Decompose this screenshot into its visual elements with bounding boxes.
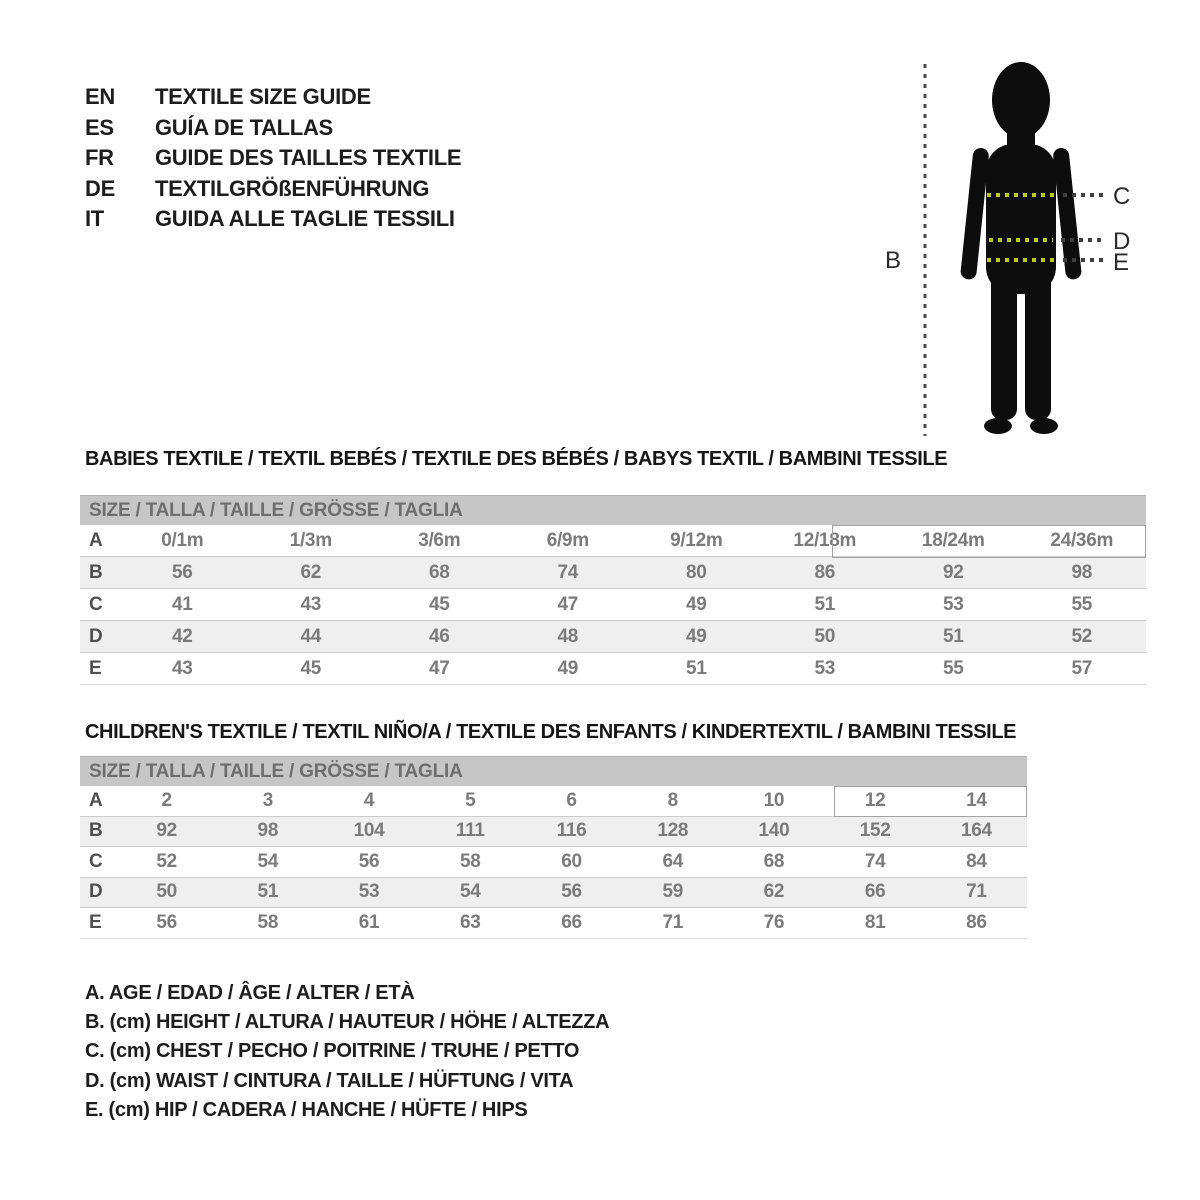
size-value-cell: 84 xyxy=(966,850,987,872)
size-value-cell: 86 xyxy=(966,911,987,933)
size-value-cell: 54 xyxy=(459,881,481,903)
children-table-header: SIZE / TALLA / TAILLE / GRÖSSE / TAGLIA xyxy=(80,756,1027,786)
size-value-cell: 3 xyxy=(262,789,273,811)
size-value-cell: 48 xyxy=(557,625,579,647)
size-value-cell: 51 xyxy=(814,593,836,615)
size-value-cell: 68 xyxy=(428,561,450,583)
size-value-cell: 6 xyxy=(566,789,577,811)
size-table-row-C xyxy=(80,846,1027,877)
size-value-cell: 10 xyxy=(763,789,785,811)
language-code: DE xyxy=(85,175,115,201)
size-value-cell: 152 xyxy=(859,820,891,842)
size-table-row-C xyxy=(80,588,1146,620)
size-value-cell: 52 xyxy=(156,850,177,872)
size-value-cell: 98 xyxy=(257,820,279,842)
size-value-cell: 111 xyxy=(455,820,485,842)
size-value-cell: 46 xyxy=(428,625,450,647)
size-value-cell: 58 xyxy=(459,850,481,872)
size-value-cell: 54 xyxy=(257,850,279,872)
size-value-cell: 5 xyxy=(465,789,476,811)
language-code: IT xyxy=(85,206,104,232)
row-label: C xyxy=(89,850,103,872)
size-value-cell: 60 xyxy=(561,850,582,872)
chest-label: C xyxy=(1113,183,1131,210)
size-value-cell: 128 xyxy=(657,820,689,842)
size-value-cell: 51 xyxy=(257,881,279,903)
size-value-cell: 2 xyxy=(161,789,172,811)
legend-item-waist: D. (cm) WAIST / CINTURA / TAILLE / HÜFTUNG / VITA xyxy=(85,1069,574,1092)
size-value-cell: 80 xyxy=(685,561,707,583)
size-table-row-D xyxy=(80,877,1027,908)
size-value-cell: 56 xyxy=(561,881,582,903)
size-value-cell: 57 xyxy=(1071,657,1093,679)
size-value-cell: 49 xyxy=(557,657,579,679)
children-table-rows xyxy=(80,786,1027,939)
size-value-cell: 6/9m xyxy=(546,529,589,551)
size-value-cell: 49 xyxy=(685,625,707,647)
child-silhouette-icon xyxy=(960,62,1082,434)
language-list xyxy=(85,82,461,235)
size-table-row-B xyxy=(80,816,1027,847)
row-label: B xyxy=(89,561,103,583)
size-value-cell: 12/18m xyxy=(793,529,857,551)
size-value-cell: 66 xyxy=(864,881,886,903)
language-row-fr xyxy=(85,143,461,174)
size-value-cell: 59 xyxy=(662,881,683,903)
size-value-cell: 8 xyxy=(667,789,678,811)
child-figure-svg xyxy=(875,48,1155,448)
babies-size-table xyxy=(80,495,1146,685)
legend-item-hip: E. (cm) HIP / CADERA / HANCHE / HÜFTE / HIPS xyxy=(85,1098,528,1121)
size-value-cell: 50 xyxy=(156,881,177,903)
size-value-cell: 66 xyxy=(561,911,582,933)
size-value-cell: 58 xyxy=(257,911,279,933)
size-value-cell: 56 xyxy=(171,561,193,583)
size-table-row-E xyxy=(80,652,1146,684)
size-value-cell: 51 xyxy=(942,625,964,647)
size-value-cell: 9/12m xyxy=(670,529,723,551)
size-value-cell: 51 xyxy=(685,657,707,679)
hip-label: E xyxy=(1113,249,1130,276)
height-label: B xyxy=(885,247,902,274)
row-label: E xyxy=(89,911,102,933)
children-size-table xyxy=(80,756,1027,939)
size-value-cell: 68 xyxy=(763,850,785,872)
size-value-cell: 92 xyxy=(156,820,177,842)
size-value-cell: 76 xyxy=(763,911,785,933)
size-value-cell: 45 xyxy=(300,657,322,679)
size-table-row-A xyxy=(80,525,1146,556)
language-title: GUIDE DES TAILLES TEXTILE xyxy=(155,145,462,171)
size-table-row-D xyxy=(80,620,1146,652)
size-value-cell: 53 xyxy=(942,593,964,615)
size-table-row-B xyxy=(80,556,1146,588)
row-label: E xyxy=(89,657,102,679)
size-value-cell: 47 xyxy=(428,657,450,679)
size-value-cell: 74 xyxy=(864,850,886,872)
size-value-cell: 12 xyxy=(864,789,886,811)
language-row-de xyxy=(85,174,461,205)
children-section-title: CHILDREN'S TEXTILE / TEXTIL NIÑO/A / TEXTILE DES ENFANTS / KINDERTEXTIL / BAMBINI TESSILE xyxy=(85,721,1017,743)
size-value-cell: 18/24m xyxy=(921,529,985,551)
waist-label: D xyxy=(1113,228,1131,255)
row-label: D xyxy=(89,625,103,647)
language-code: ES xyxy=(85,114,114,140)
size-value-cell: 49 xyxy=(685,593,707,615)
babies-section-title: BABIES TEXTILE / TEXTIL BEBÉS / TEXTILE DES BÉBÉS / BABYS TEXTIL / BAMBINI TESSILE xyxy=(85,448,948,470)
size-value-cell: 1/3m xyxy=(289,529,332,551)
legend-item-height: B. (cm) HEIGHT / ALTURA / HAUTEUR / HÖHE / ALTEZZA xyxy=(85,1011,610,1034)
size-value-cell: 53 xyxy=(358,881,380,903)
language-title: TEXTILGRÖßENFÜHRUNG xyxy=(155,175,430,201)
language-title: GUÍA DE TALLAS xyxy=(155,114,333,140)
size-value-cell: 52 xyxy=(1071,625,1093,647)
row-label: D xyxy=(89,881,103,903)
legend-item-age: A. AGE / EDAD / ÂGE / ALTER / ETÀ xyxy=(85,982,415,1005)
size-value-cell: 3/6m xyxy=(418,529,461,551)
size-value-cell: 81 xyxy=(864,911,886,933)
babies-table-rows xyxy=(80,525,1146,685)
size-value-cell: 98 xyxy=(1071,561,1093,583)
size-table-row-A xyxy=(80,786,1027,816)
size-value-cell: 86 xyxy=(814,561,836,583)
language-row-en xyxy=(85,82,461,113)
language-code: EN xyxy=(85,84,115,110)
size-value-cell: 92 xyxy=(942,561,964,583)
size-value-cell: 71 xyxy=(966,881,987,903)
measurement-legend xyxy=(85,979,609,1125)
size-value-cell: 56 xyxy=(358,850,380,872)
size-value-cell: 62 xyxy=(300,561,322,583)
size-value-cell: 61 xyxy=(358,911,380,933)
size-value-cell: 56 xyxy=(156,911,177,933)
size-value-cell: 43 xyxy=(171,657,193,679)
size-value-cell: 42 xyxy=(171,625,193,647)
language-title: GUIDA ALLE TAGLIE TESSILI xyxy=(155,206,455,232)
size-table-row-E xyxy=(80,907,1027,938)
language-title: TEXTILE SIZE GUIDE xyxy=(155,84,371,110)
measurement-figure xyxy=(875,48,1155,448)
row-label: C xyxy=(89,593,103,615)
size-value-cell: 63 xyxy=(459,911,481,933)
size-value-cell: 50 xyxy=(814,625,836,647)
size-value-cell: 47 xyxy=(557,593,579,615)
language-code: FR xyxy=(85,145,114,171)
size-value-cell: 140 xyxy=(758,820,790,842)
size-value-cell: 64 xyxy=(662,850,683,872)
size-value-cell: 62 xyxy=(763,881,785,903)
row-label: A xyxy=(89,529,103,551)
size-value-cell: 14 xyxy=(966,789,987,811)
size-value-cell: 24/36m xyxy=(1050,529,1114,551)
size-value-cell: 53 xyxy=(814,657,836,679)
size-value-cell: 43 xyxy=(300,593,322,615)
language-row-es xyxy=(85,113,461,144)
language-row-it xyxy=(85,204,461,235)
legend-item-chest: C. (cm) CHEST / PECHO / POITRINE / TRUHE / PETTO xyxy=(85,1040,580,1063)
row-label: B xyxy=(89,820,103,842)
size-value-cell: 104 xyxy=(353,820,385,842)
babies-table-header: SIZE / TALLA / TAILLE / GRÖSSE / TAGLIA xyxy=(80,495,1146,525)
size-value-cell: 55 xyxy=(1071,593,1093,615)
size-value-cell: 41 xyxy=(171,593,193,615)
size-value-cell: 45 xyxy=(428,593,450,615)
size-value-cell: 74 xyxy=(557,561,579,583)
size-value-cell: 44 xyxy=(300,625,322,647)
size-value-cell: 164 xyxy=(960,820,992,842)
size-value-cell: 55 xyxy=(942,657,964,679)
size-value-cell: 4 xyxy=(363,789,375,811)
size-value-cell: 71 xyxy=(662,911,683,933)
size-value-cell: 0/1m xyxy=(161,529,204,551)
row-label: A xyxy=(89,789,103,811)
size-value-cell: 116 xyxy=(556,820,587,842)
